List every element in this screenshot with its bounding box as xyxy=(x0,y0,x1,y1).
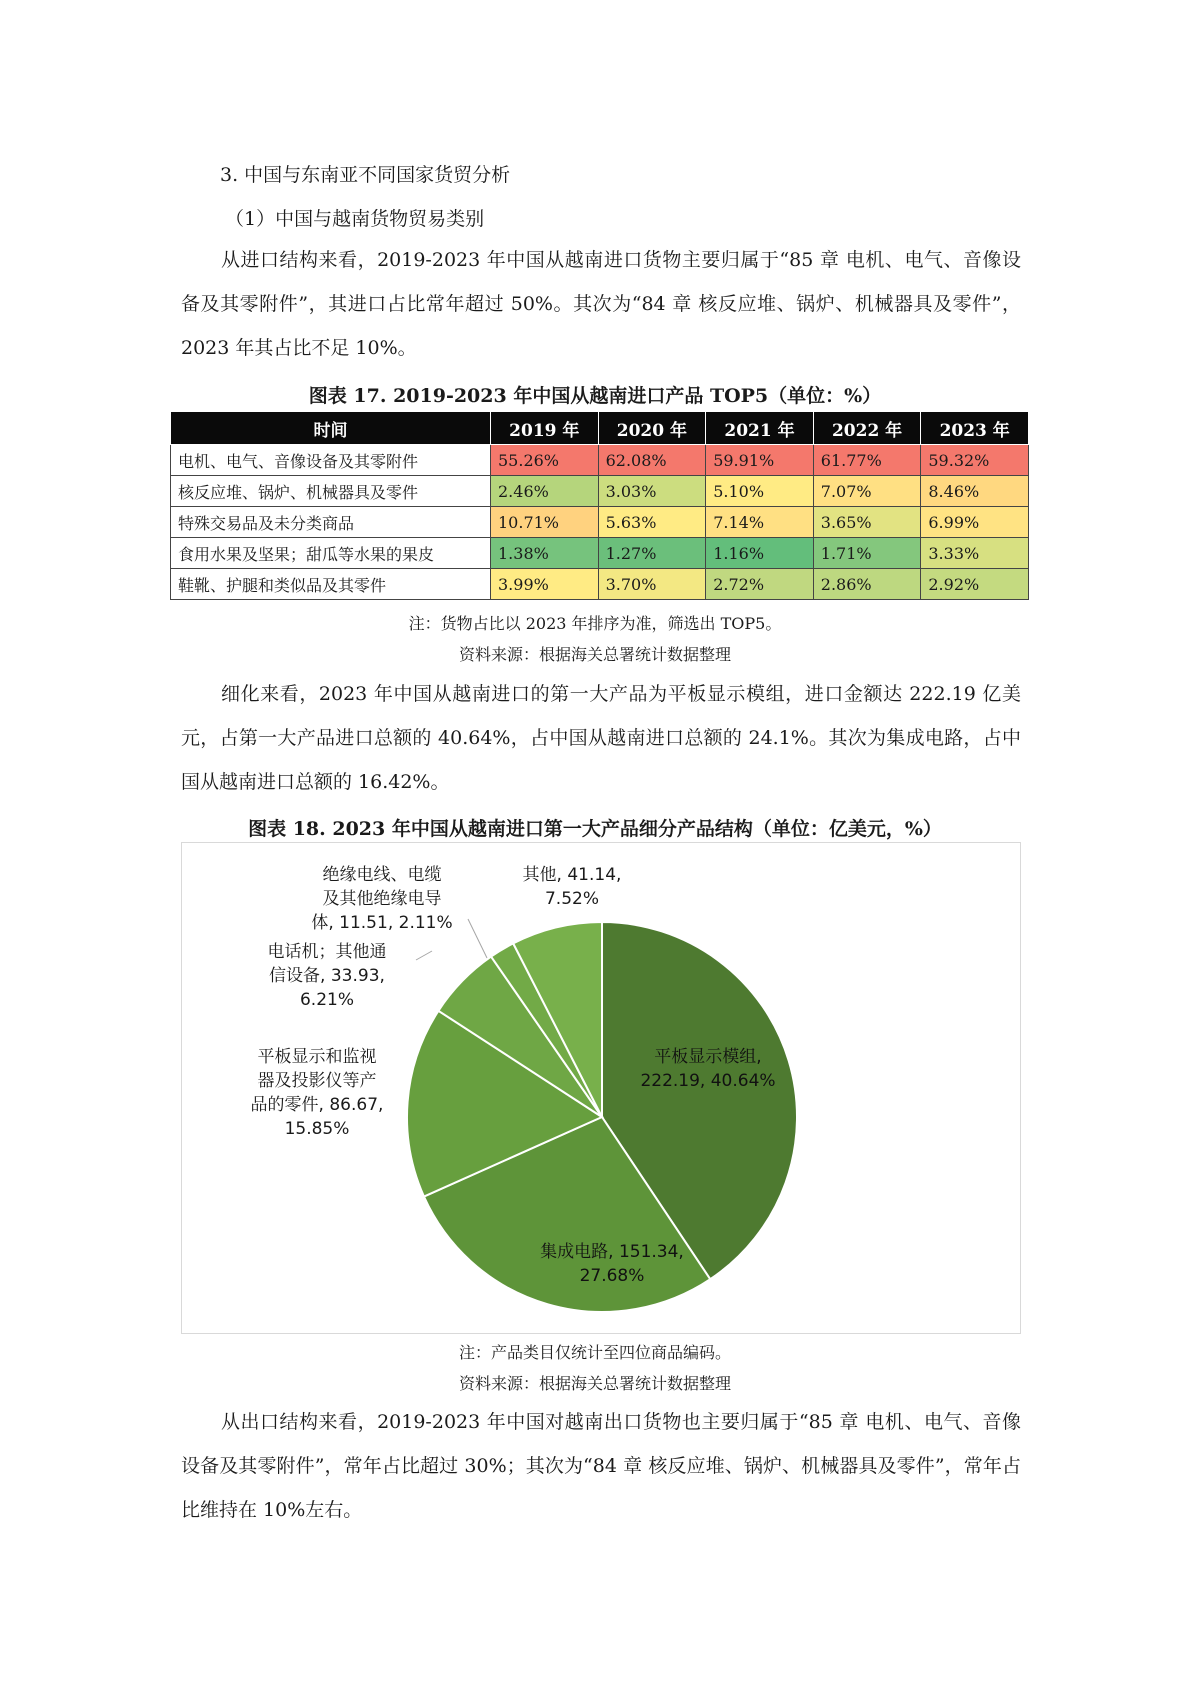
leader-line xyxy=(468,919,487,958)
table-caption: 图表 17. 2019-2023 年中国从越南进口产品 TOP5（单位：%） xyxy=(308,385,882,407)
slice-label: 其他, 41.14, 7.52% xyxy=(522,865,622,909)
share-cell: 6.99% xyxy=(921,507,1029,538)
pie-chart-frame xyxy=(181,842,1021,1334)
share-cell: 10.71% xyxy=(491,507,599,538)
table-note: 注：货物占比以 2023 年排序为准，筛选出 TOP5。 xyxy=(408,614,782,633)
paragraph-import-structure: 从进口结构来看，2019-2023 年中国从越南进口货物主要归属于“85 章 电机、电气、音像设备及其零附件”，其进口占比常年超过 50%。其次为“84 章 核反应堆、锅炉、机械器具及零件”，2023 年其占比不足 10%。 xyxy=(181,249,1021,359)
share-cell: 7.14% xyxy=(706,507,814,538)
table-header-cell: 2019 年 xyxy=(491,412,599,445)
share-cell: 5.63% xyxy=(598,507,706,538)
chart-caption: 图表 18. 2023 年中国从越南进口第一大产品细分产品结构（单位：亿美元，%） xyxy=(248,818,942,840)
share-cell: 1.27% xyxy=(598,538,706,569)
share-cell: 61.77% xyxy=(813,445,921,476)
import-top5-table xyxy=(170,411,1029,600)
slice-label: 平板显示和监视器及投影仪等产品的零件, 86.67, 15.85% xyxy=(250,1047,384,1139)
paragraph-detail: 细化来看，2023 年中国从越南进口的第一大产品为平板显示模组，进口金额达 222.19 亿美元，占第一大产品进口总额的 40.64%，占中国从越南进口总额的 24.1%。其次为集成电路，占中国从越南进口总额的 16.42%。 xyxy=(181,683,1021,793)
table-header-cell: 2020 年 xyxy=(598,412,706,445)
share-cell: 1.16% xyxy=(706,538,814,569)
table-row xyxy=(171,569,1029,600)
share-cell: 62.08% xyxy=(598,445,706,476)
share-cell: 7.07% xyxy=(813,476,921,507)
product-name-cell: 特殊交易品及未分类商品 xyxy=(171,507,491,538)
table-header-row xyxy=(171,412,1029,445)
table-header-cell: 2023 年 xyxy=(921,412,1029,445)
slice-label: 集成电路, 151.34, 27.68% xyxy=(540,1242,684,1286)
slice-label: 平板显示模组, 222.19, 40.64% xyxy=(640,1047,776,1091)
product-name-cell: 食用水果及坚果；甜瓜等水果的果皮 xyxy=(171,538,491,569)
chart-source: 资料来源：根据海关总署统计数据整理 xyxy=(458,1374,731,1393)
table-row xyxy=(171,476,1029,507)
share-cell: 2.72% xyxy=(706,569,814,600)
table-header-cell: 2022 年 xyxy=(813,412,921,445)
section-heading: 3. 中国与东南亚不同国家货贸分析 xyxy=(220,164,511,186)
table-row xyxy=(171,538,1029,569)
share-cell: 3.99% xyxy=(491,569,599,600)
product-name-cell: 核反应堆、锅炉、机械器具及零件 xyxy=(171,476,491,507)
share-cell: 59.91% xyxy=(706,445,814,476)
section-subheading: （1）中国与越南货物贸易类别 xyxy=(225,208,485,230)
share-cell: 1.71% xyxy=(813,538,921,569)
chart-note: 注：产品类目仅统计至四位商品编码。 xyxy=(458,1343,731,1362)
share-cell: 2.86% xyxy=(813,569,921,600)
product-name-cell: 鞋靴、护腿和类似品及其零件 xyxy=(171,569,491,600)
leader-line xyxy=(416,951,432,960)
table-header-cell: 时间 xyxy=(171,412,491,445)
share-cell: 8.46% xyxy=(921,476,1029,507)
share-cell: 3.33% xyxy=(921,538,1029,569)
product-name-cell: 电机、电气、音像设备及其零附件 xyxy=(171,445,491,476)
paragraph-export-structure: 从出口结构来看，2019-2023 年中国对越南出口货物也主要归属于“85 章 电机、电气、音像设备及其零附件”，常年占比超过 30%；其次为“84 章 核反应堆、锅炉、机械器具及零件”，常年占比维持在 10%左右。 xyxy=(181,1411,1021,1521)
table-header-cell: 2021 年 xyxy=(706,412,814,445)
slice-label: 电话机；其他通信设备, 33.93, 6.21% xyxy=(267,942,387,1010)
share-cell: 2.46% xyxy=(491,476,599,507)
share-cell: 5.10% xyxy=(706,476,814,507)
slice-label: 绝缘电线、电缆及其他绝缘电导体, 11.51, 2.11% xyxy=(311,865,453,933)
share-cell: 3.65% xyxy=(813,507,921,538)
table-row xyxy=(171,445,1029,476)
table-source: 资料来源：根据海关总署统计数据整理 xyxy=(458,645,731,664)
share-cell: 55.26% xyxy=(491,445,599,476)
pie-chart xyxy=(182,843,1020,1333)
table-row xyxy=(171,507,1029,538)
share-cell: 1.38% xyxy=(491,538,599,569)
share-cell: 3.03% xyxy=(598,476,706,507)
share-cell: 59.32% xyxy=(921,445,1029,476)
share-cell: 3.70% xyxy=(598,569,706,600)
share-cell: 2.92% xyxy=(921,569,1029,600)
